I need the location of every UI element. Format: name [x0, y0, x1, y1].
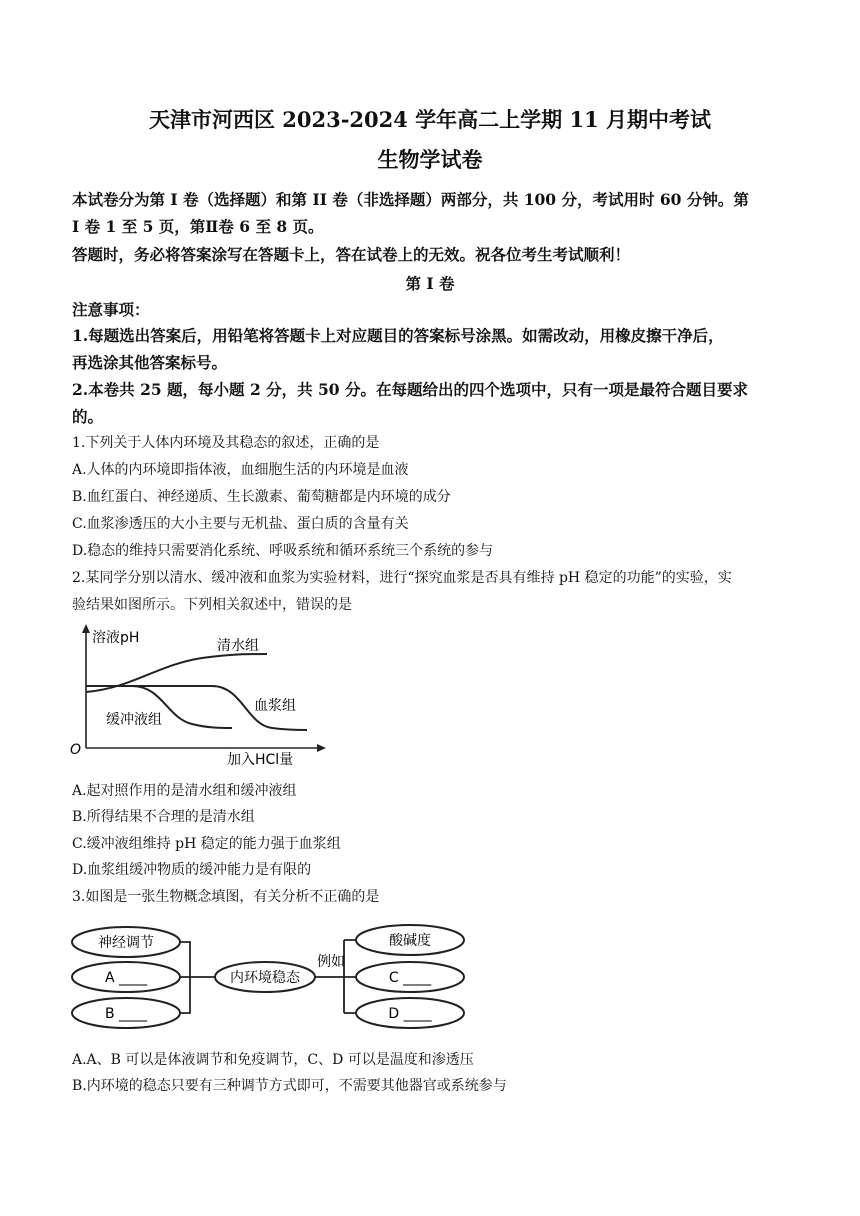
q2-option-b: B.所得结果不合理的是清水组 [72, 809, 255, 825]
section-title: 第 I 卷 [405, 274, 455, 293]
left-1-label: 神经调节 [98, 935, 154, 951]
q3-concept-diagram [68, 922, 474, 1034]
q1-stem: 1.下列关于人体内环境及其稳态的叙述，正确的是 [72, 435, 380, 451]
water-label: 清水组 [217, 638, 259, 654]
plasma-label: 血浆组 [254, 698, 296, 714]
notice-1b: 再选涂其他答案标号。 [72, 353, 228, 372]
left-connector [180, 942, 215, 1013]
left-2-label: A ____ [104, 970, 148, 986]
intro-line-2: I 卷 1 至 5 页，第Ⅱ卷 6 至 8 页。 [72, 217, 324, 236]
notice-2b: 的。 [72, 407, 104, 426]
q3-option-b: B.内环境的稳态只要有三种调节方式即可，不需要其他器官或系统参与 [72, 1078, 507, 1094]
q1-option-c: C.血浆渗透压的大小主要与无机盐、蛋白质的含量有关 [72, 516, 409, 532]
example-label: 例如 [317, 954, 345, 970]
q2-ph-figure [62, 620, 330, 770]
q1-option-d: D.稳态的维持只需要消化系统、呼吸系统和循环系统三个系统的参与 [72, 543, 494, 559]
y-axis-label: 溶液pH [92, 630, 140, 646]
q2-stem-a: 2.某同学分别以清水、缓冲液和血浆为实验材料，进行“探究血浆是否具有维持 pH 稳定的功能”的实验，实 [72, 570, 732, 586]
q2-option-a: A.起对照作用的是清水组和缓冲液组 [72, 783, 297, 799]
notice-title: 注意事项： [72, 300, 150, 319]
intro-line-3: 答题时，务必将答案涂写在答题卡上，答在试卷上的无效。祝各位考生考试顺利！ [72, 245, 631, 264]
q1-option-a: A.人体的内环境即指体液，血细胞生活的内环境是血液 [72, 462, 409, 478]
notice-1a: 1.每题选出答案后，用铅笔将答题卡上对应题目的答案标号涂黑。如需改动，用橡皮擦干净后， [72, 326, 724, 345]
right-1-label: 酸碱度 [389, 933, 431, 949]
x-axis-arrow [317, 744, 326, 752]
q3-option-a: A.A、B 可以是体液调节和免疫调节，C、D 可以是温度和渗透压 [72, 1052, 474, 1068]
right-3-label: D ____ [388, 1006, 432, 1022]
exam-title: 天津市河西区 2023-2024 学年高二上学期 11 月期中考试 [148, 107, 712, 132]
buffer-label: 缓冲液组 [106, 712, 162, 728]
intro-line-1: 本试卷分为第 I 卷（选择题）和第 II 卷（非选择题）两部分，共 100 分，考试用时 60 分钟。第 [72, 190, 749, 209]
center-label: 内环境稳态 [230, 970, 300, 986]
right-connector [315, 940, 356, 1013]
y-axis-arrow [82, 624, 90, 633]
notice-2a: 2.本卷共 25 题，每小题 2 分，共 50 分。在每题给出的四个选项中，只有一项是最符合题目要求 [72, 380, 748, 399]
left-3-label: B ____ [104, 1006, 148, 1022]
origin-label: O [70, 742, 82, 758]
q2-option-c: C.缓冲液组维持 pH 稳定的能力强于血浆组 [72, 836, 341, 852]
exam-subtitle: 生物学试卷 [377, 147, 483, 172]
q2-stem-b: 验结果如图所示。下列相关叙述中，错误的是 [72, 597, 352, 613]
right-2-label: C ____ [388, 970, 432, 986]
q1-option-b: B.血红蛋白、神经递质、生长激素、葡萄糖都是内环境的成分 [72, 489, 451, 505]
q3-stem: 3.如图是一张生物概念填图，有关分析不正确的是 [72, 889, 380, 905]
q2-option-d: D.血浆组缓冲物质的缓冲能力是有限的 [72, 862, 312, 878]
x-axis-label: 加入HCl量 [227, 752, 294, 768]
